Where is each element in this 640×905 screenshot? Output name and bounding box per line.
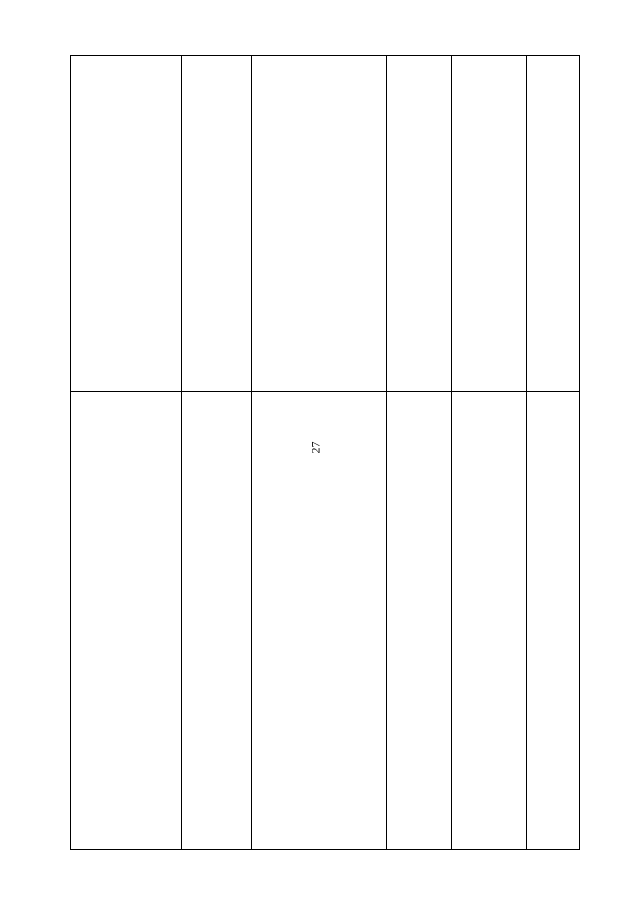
col-divider-5 xyxy=(526,56,527,849)
checklist-table xyxy=(70,55,580,850)
col-divider-4 xyxy=(451,56,452,849)
col-divider-ref xyxy=(386,56,387,849)
row-line-1 xyxy=(71,391,579,392)
page-number: 27 xyxy=(308,441,323,454)
col-divider-num xyxy=(181,56,182,849)
col-divider-question xyxy=(251,56,252,849)
